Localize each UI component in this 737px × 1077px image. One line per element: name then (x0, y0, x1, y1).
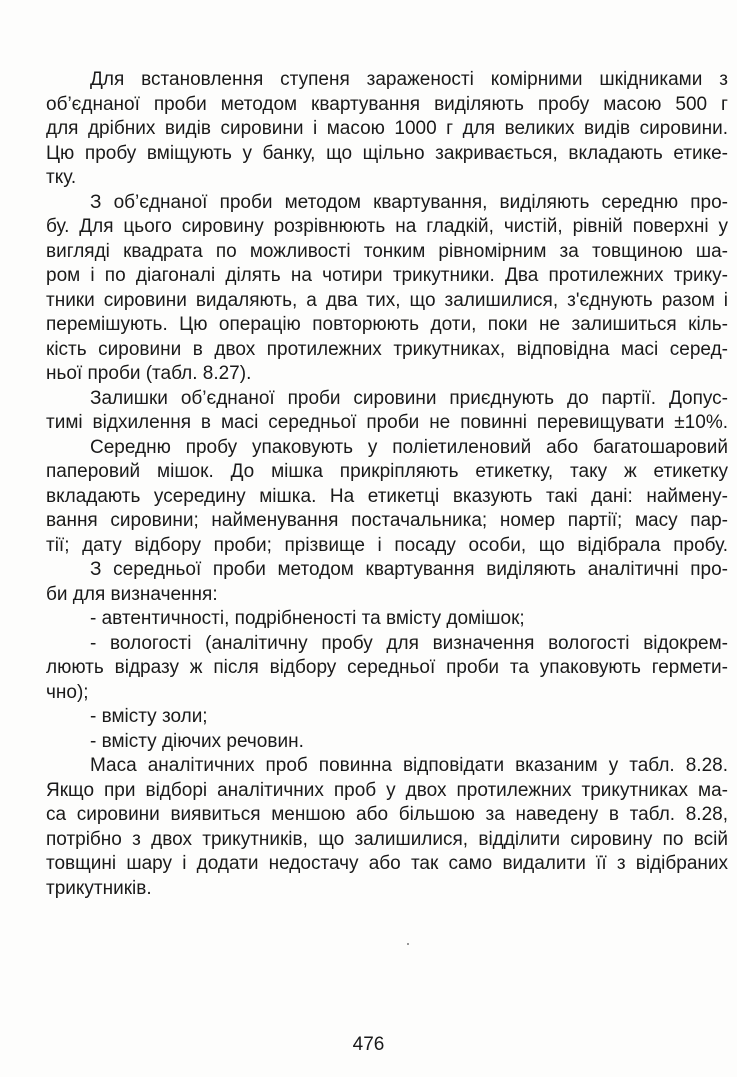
text-line: люють відразу ж після відбору середньої проби та упаковують гермети- (46, 657, 728, 678)
text-line: перемішують. Цю операцію повторюють доти, поки не залишиться кіль- (46, 314, 728, 335)
text-line: трикутників. (46, 877, 152, 899)
text-line: вання сировини; найменування постачальника; номер партії; масу пар- (46, 510, 728, 531)
list-item: - автентичності, подрібненості та вмісту домішок; (90, 608, 525, 629)
text-line: чно); (46, 681, 89, 703)
text-line: бу. Для цього сировину розрівнюють на гладкій, чистій, рівній поверхні у (46, 216, 728, 237)
text-line: тимі відхилення в масі середньої проби не повинні перевищувати ±10%. (46, 412, 728, 433)
text-line: товщині шару і додати недостачу або так само видалити її з відібраних (46, 853, 728, 874)
text-line: З середньої проби методом квартування виділяють аналітичні про- (90, 559, 728, 580)
text-line: З об’єднаної проби методом квартування, виділяють середню про- (90, 191, 728, 213)
text-line: кість сировини в двох протилежних трикутниках, відповідна масі серед- (46, 338, 728, 360)
text-line: тку. (46, 167, 77, 188)
text-line: потрібно з двох трикутників, що залишилися, відділити сировину по всій (46, 828, 728, 850)
text-line: паперовий мішок. До мішка прикріпляють етикетку, таку ж етикетку (46, 461, 728, 482)
text-line: тії; дату відбору проби; прізвище і посаду особи, що відібрала пробу. (46, 534, 728, 556)
text-line: ром і по діагоналі ділять на чотири трикутники. Два протилежних трику- (46, 265, 728, 286)
text-line: вигляді квадрата по можливості тонким рівномірним за товщиною ша- (46, 240, 728, 262)
text-line: ньої проби (табл. 8.27). (46, 363, 252, 384)
list-item: - вмісту золи; (90, 706, 208, 727)
text-line: тники сировини видаляють, а два тих, що залишилися, з'єднують разом і (46, 289, 728, 311)
text-line: вкладають усередину мішка. На етикетці вказують такі дані: наймену- (46, 485, 728, 507)
text-line: Для встановлення ступеня зараженості комірними шкідниками з (90, 69, 728, 90)
list-item: - вмісту діючих речовин. (90, 730, 304, 752)
text-line: Залишки об’єднаної проби сировини приєднують до партії. Допус- (90, 387, 728, 409)
text-line: Цю пробу вміщують у банку, що щільно закривається, вкладають етике- (46, 142, 728, 164)
text-line: Маса аналітичних проб повинна відповідати вказаним у табл. 8.28. (90, 755, 728, 776)
page-number: 476 (352, 1034, 385, 1055)
text-line: об’єднаної проби методом квартування виділяють пробу масою 500 г (46, 93, 728, 115)
text-line: Середню пробу упаковують у поліетиленовий або багатошаровий (90, 436, 728, 458)
text-line: би для визначення: (46, 583, 218, 605)
text-line: са сировини виявиться меншою або більшою за наведену в табл. 8.28, (46, 804, 728, 825)
scan-speck (407, 943, 409, 945)
text-line: Якщо при відборі аналітичних проб у двох протилежних трикутниках ма- (46, 779, 728, 801)
list-item: - вологості (аналітичну пробу для визначення вологості відокрем- (90, 632, 728, 654)
body-text (46, 68, 728, 901)
text-line: для дрібних видів сировини і масою 1000 г для великих видів сировини. (46, 118, 728, 139)
